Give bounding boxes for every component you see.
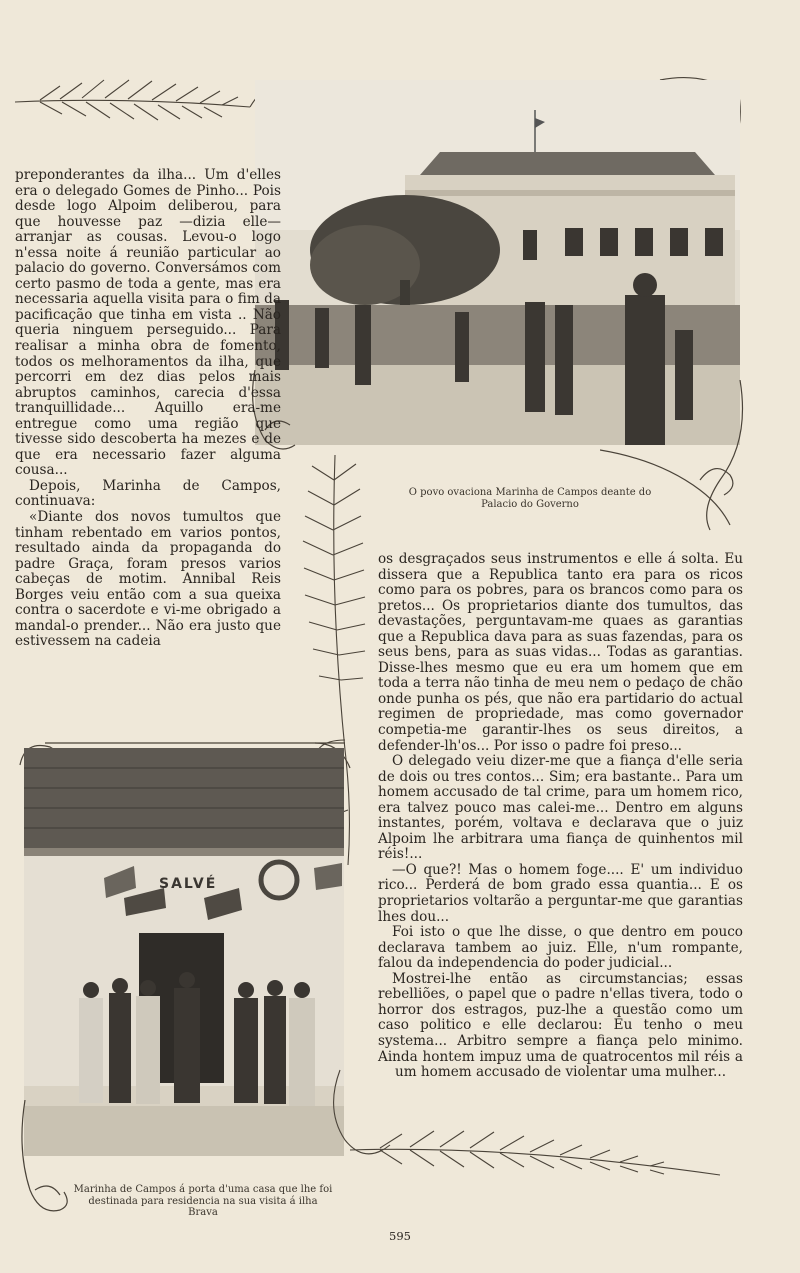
caption-bottom-photo: Marinha de Campos á porta d'uma casa que lhe foi destinada para residencia na sua visita á ilha Brava <box>73 1184 333 1218</box>
caption-top-photo: O povo ovaciona Marinha de Campos deante do Palacio do Governo <box>408 487 652 510</box>
photo-house-doorway <box>24 748 344 1156</box>
frame-ornament-bottom-right-icon <box>600 380 750 535</box>
house-doorway-image <box>24 748 344 1156</box>
page-number: 595 <box>389 1229 411 1243</box>
right-column <box>378 552 743 1081</box>
paragraph: Depois, Marinha de Campos, continuava: <box>15 477 281 510</box>
sign-text: SALVÉ <box>159 876 218 892</box>
paragraph: «Diante dos novos tumultos que tinham rebentado em varios pontos, resultado ainda da propaganda do padre Graça, foram presos varios cabeças de motim. Annibal Reis Borges veiu então com a sua queixa contra o sacerdote e vi-me obrigado a mandal-o prender... Não era justo que estivessem na cadeia <box>15 509 281 650</box>
paragraph: —O que?! Mas o homem foge.... E' um individuo rico... Perderá de bom grado essa quantia... E os proprietarios voltarão a perguntar-me que garantias lhes dou... <box>378 861 743 925</box>
frame-ornament-bottom-photo-left-icon <box>15 1100 75 1220</box>
fern-ornament-bottom-icon <box>310 1065 730 1225</box>
paragraph: os desgraçados seus instrumentos e elle á solta. Eu dissera que a Republica tanto era para os ricos como para os pobres, para os brancos como para os pretos... Os proprietarios diante dos tumultos, das devastações, perguntavam-me quaes as garantias que a Republica dava para as suas fazendas, para os seus bens, para as suas vidas... Todas as garantias. Disse-lhes mesmo que eu era um homem que em toda a terra não tinha de meu nem o pedaço de chão onde punha os pés, que não era partidario do actual regimen de propriedade, mas como governador competia-me garantir-lhes os seus direitos, a defender-lh'os... Por isso o padre foi preso... <box>378 551 743 754</box>
left-column <box>15 168 281 650</box>
paragraph: O delegado veiu dizer-me que a fiança d'elle seria de dois ou tres contos... Sim; era bastante.. Para um homem accusado de tal crime, para um homem rico, era talvez pouco mas calei-me... Dentro em alguns instantes, porém, voltava e declarava que o juiz Alpoim lhe arbitrara uma fiança de quinhentos mil réis!... <box>378 753 743 863</box>
paragraph: Mostrei-lhe então as circumstancias; essas rebelliões, o papel que o padre n'ellas tivera, todo o horror dos estragos, puz-lhe a questão como um caso politico e elle declarou: Eu tenho o meu systema... Arbitro sempre a fiança pelo minimo. Ainda hontem impuz uma de quatrocentos mil réis a um homem accusado de violentar uma mulher... <box>378 970 743 1081</box>
paragraph: Foi isto o que lhe disse, o que dentro em pouco declarava tambem ao juiz. Elle, n'um rompante, falou da independencia do poder judicial... <box>378 924 743 972</box>
paragraph: preponderantes da ilha... Um d'elles era o delegado Gomes de Pinho... Pois desde logo Alpoim deliberou, para que houvesse paz —dizia elle—arranjar as cousas. Levou-o logo n'essa noite á reunião particular ao palacio do governo. Conversámos com certo pasmo de toda a gente, mas era necessaria aquella visita para o fim da pacificação que tinha em vista .. Não queria ninguem perseguido... Para realisar a minha obra de fomento, todos os melhoramentos da ilha, que percorri em dez dias pelos mais abruptos caminhos, carecia d'essa tranquillidade... Aquillo era-me entregue como uma região que tivesse sido descoberta ha mezes e de que era necessario fazer alguma cousa... <box>15 167 281 479</box>
